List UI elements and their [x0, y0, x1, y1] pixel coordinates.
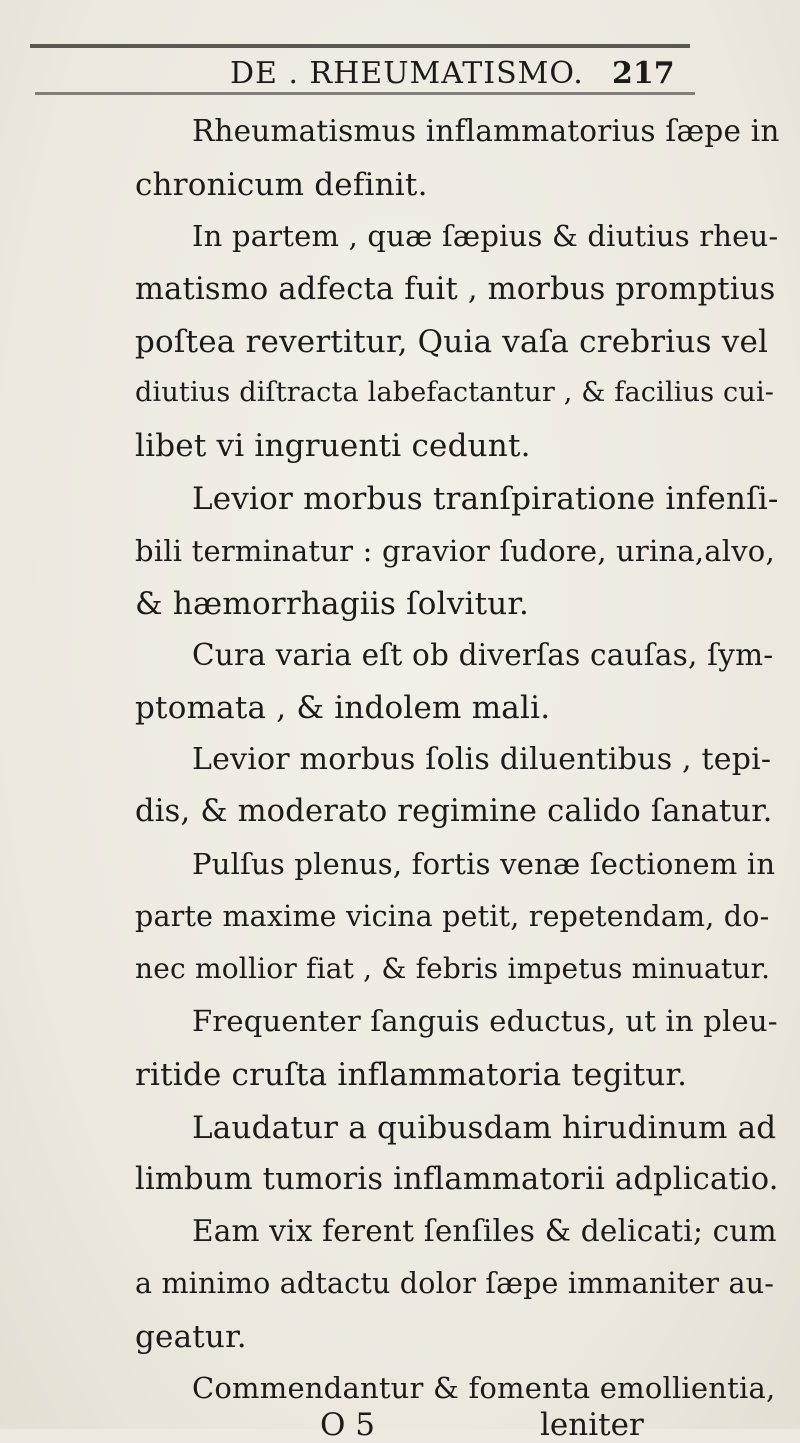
- text-line: & hæmorrhagiis ſolvitur.: [135, 586, 530, 622]
- text-line: Pulſus plenus, fortis venæ ſectionem in: [192, 847, 776, 881]
- text-line: dis, & moderato regimine calido ſanatur.: [135, 794, 773, 829]
- text-line: Levior morbus ſolis diluentibus , tepi-: [192, 742, 772, 777]
- text-line: Cura varia eſt ob diverſas cauſas, ſym-: [192, 638, 774, 672]
- text-line: Levior morbus tranſpiratione infenſi-: [192, 481, 779, 517]
- signature-mark: O 5: [320, 1407, 375, 1443]
- text-line: ritide cruſta inflammatoria tegitur.: [135, 1057, 688, 1093]
- text-line: ptomata , & indolem mali.: [135, 690, 551, 726]
- text-line: diutius diſtracta labefactantur , & facilius cui-: [135, 377, 775, 408]
- text-line: a minimo adtactu dolor ſæpe immaniter au-: [135, 1267, 775, 1300]
- text-line: geatur.: [135, 1319, 247, 1355]
- catchword: leniter: [540, 1407, 644, 1443]
- text-line: Frequenter ſanguis eductus, ut in pleu-: [192, 1004, 778, 1038]
- text-line: limbum tumoris inflammatorii adplicatio.: [135, 1162, 779, 1197]
- text-line: parte maxime vicina petit, repetendam, do-: [135, 900, 770, 933]
- text-line: chronicum definit.: [135, 167, 428, 203]
- text-line: Commendantur & fomenta emollientia,: [192, 1371, 776, 1405]
- text-line: bili terminatur : gravior ſudore, urina,alvo,: [135, 534, 775, 568]
- text-line: Eam vix ferent ſenſiles & delicati; cum: [192, 1214, 777, 1248]
- text-line: Laudatur a quibusdam hirudinum ad: [192, 1110, 777, 1146]
- text-line: Rheumatismus inflammatorius ſæpe in: [192, 114, 780, 148]
- page-number: 217: [612, 56, 675, 91]
- running-title: DE . RHEUMATISMO.: [230, 56, 584, 91]
- text-line: poſtea revertitur, Quia vaſa crebrius vel: [135, 324, 769, 360]
- text-line: nec mollior fiat , & febris impetus minuatur.: [135, 952, 771, 985]
- text-line: In partem , quæ ſæpius & diutius rheu-: [192, 219, 779, 253]
- text-line: matismo adfecta fuit , morbus promptius: [135, 272, 776, 307]
- text-line: libet vi ingruenti cedunt.: [135, 428, 531, 464]
